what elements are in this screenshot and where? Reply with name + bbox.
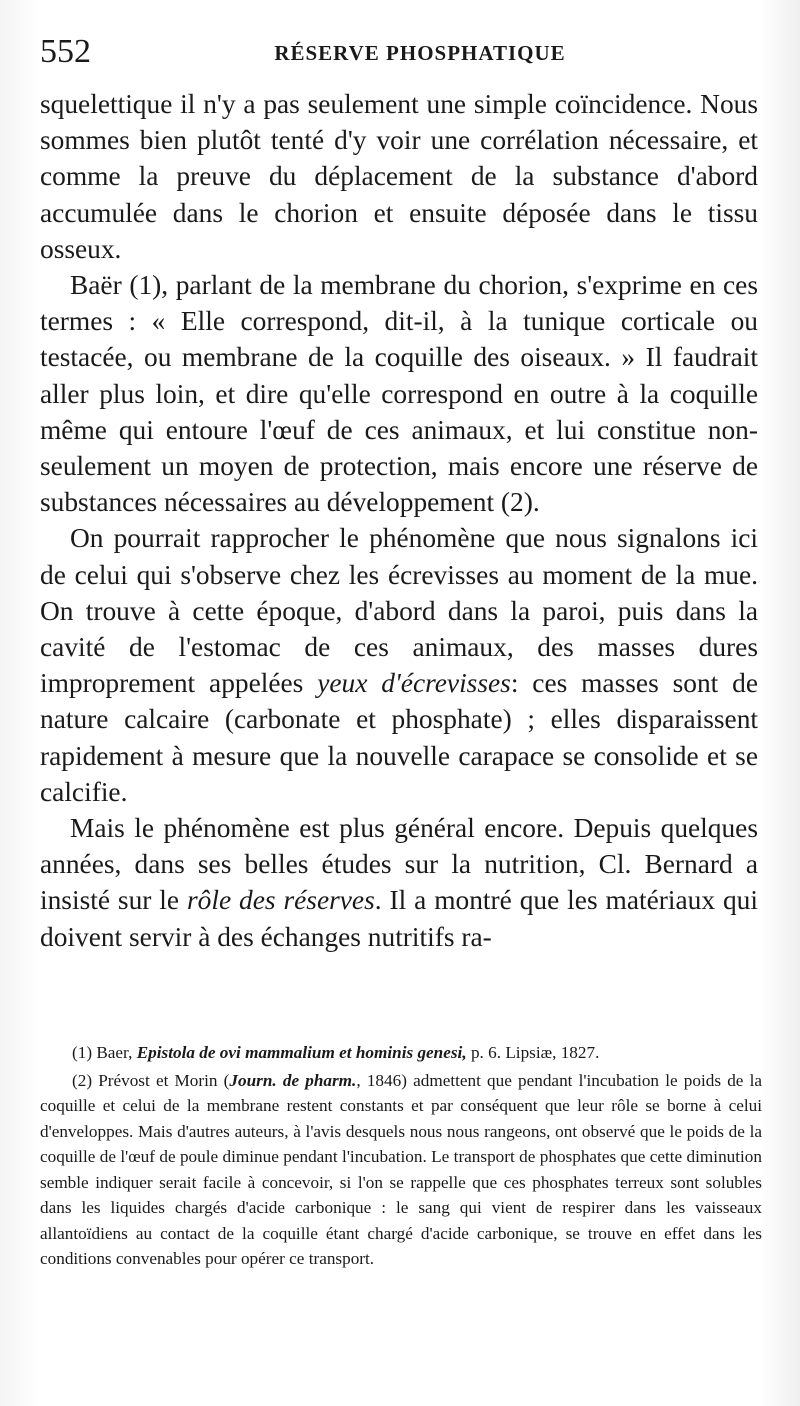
paragraph-2 bbox=[40, 267, 758, 520]
main-text bbox=[40, 86, 758, 955]
page-header bbox=[40, 30, 760, 74]
page-number: 552 bbox=[40, 33, 91, 70]
paragraph-3-text-a: On pourrait rapprocher le phénomène que nous signalons ici de celui qui s'observe chez les écrevisses au moment de la mue. On trouve à cette époque, d'abord dans la paroi, puis dans la cavité de l'estomac de ces animaux, des masses dures improprement appelées bbox=[40, 523, 758, 699]
footnote-2-italic: Journ. de pharm. bbox=[229, 1070, 357, 1090]
footnote-1-text-b: p. 6. Lipsiæ, 1827. bbox=[470, 1043, 600, 1062]
paragraph-2-text: Baër (1), parlant de la membrane du chorion, s'exprime en ces termes : « Elle correspond, dit-il, à la tunique corticale ou testacée, ou membrane de la coquille des oiseaux. » Il faudrait aller plus loin, et dire qu'elle correspond en outre à la coquille même qui entoure l'œuf de ces animaux, et lui constitue non-seulement un moyen de protection, mais encore une réserve de substances nécessaires au développement (2). bbox=[40, 270, 758, 518]
paragraph-3 bbox=[40, 520, 758, 810]
paragraph-1 bbox=[40, 86, 758, 267]
paragraph-4 bbox=[40, 810, 758, 955]
paragraph-4-text-a: Mais le phénomène est plus général encore. Depuis quelques années, dans ses belles études sur la nutrition, Cl. Bernard a insisté sur le bbox=[40, 813, 758, 916]
running-title: RÉSERVE PHOSPHATIQUE bbox=[274, 41, 566, 65]
footnotes bbox=[40, 1040, 762, 1274]
footnote-2-text-a: (2) Prévost et Morin ( bbox=[72, 1070, 230, 1090]
paragraph-4-italic: rôle des réserves bbox=[187, 885, 375, 916]
paragraph-4-text-b: . Il a montré que les matériaux qui doivent servir à des échanges nutritifs ra- bbox=[40, 885, 758, 952]
footnote-2-text-b: , 1846) admettent que pendant l'incubation le poids de la coquille et celui de la membrane restent constants et par conséquent que leur rôle se borne à celui d'enveloppes. Mais d'autres auteurs, à l'avis desquels nous nous rangeons, ont observé que le poids de la coquille de l'œuf de poule diminue pendant l'incubation. Le transport de phosphates que cette diminution semble indiquer serait facile à concevoir, si l'on se rappelle que ces phosphates terreux sont solubles dans les liquides chargés d'acide carbonique : le sang qui vient de respirer dans les vaisseaux allantoïdiens au contact de la coquille étant chargé d'acide carbonique, se trouve en effet dans les conditions convenables pour opérer ce transport. bbox=[40, 1070, 762, 1268]
footnote-1-text-a: (1) Baer, bbox=[72, 1043, 133, 1062]
footnote-1 bbox=[40, 1040, 762, 1066]
paragraph-3-italic: yeux d'écrevisses bbox=[317, 668, 511, 699]
paragraph-3-text-b: : ces masses sont de nature calcaire (carbonate et phosphate) ; elles disparaissent rapidement à mesure que la nouvelle carapace se consolide et se calcifie. bbox=[40, 668, 758, 807]
footnote-1-italic: Epistola de ovi mammalium et hominis genesi, bbox=[136, 1043, 467, 1062]
paragraph-1-text: squelettique il n'y a pas seulement une simple coïncidence. Nous sommes bien plutôt tenté d'y voir une corrélation nécessaire, et comme la preuve du déplacement de la substance d'abord accumulée dans le chorion et ensuite déposée dans le tissu osseux. bbox=[40, 89, 758, 264]
footnote-2 bbox=[40, 1068, 762, 1272]
